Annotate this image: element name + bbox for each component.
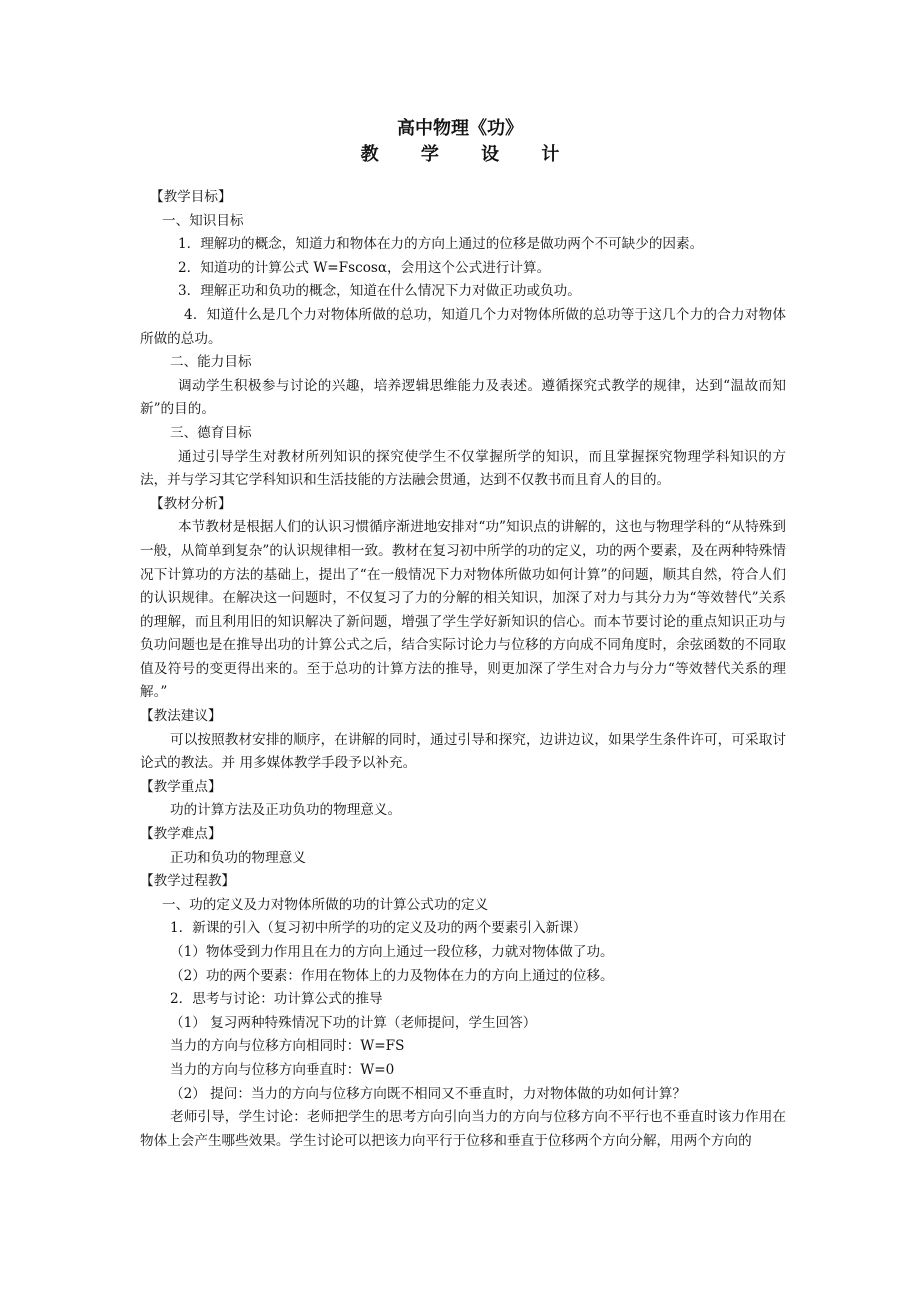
paragraph: 老师引导，学生讨论：老师把学生的思考方向引向当力的方向与位移方向不平行也不垂直时该力作用在物体上会产生哪些效果。学生讨论可以把该力向平行于位移和垂直于位移两个方向分解，用两个方向的 xyxy=(140,1109,786,1149)
paragraph: 【教学过程教】 xyxy=(140,873,236,890)
paragraph: 可以按照教材安排的顺序，在讲解的同时，通过引导和探究，边讲边议，如果学生条件许可，可采取讨论式的教法。并 用多媒体教学手段予以补充。 xyxy=(140,731,786,772)
document-title: 高中物理《功》 xyxy=(397,118,523,139)
paragraph: 通过引导学生对教材所列知识的探究使学生不仅掌握所学的知识，而且掌握探究物理学科知识的方法，并与学习其它学科知识和生活技能的方法融会贯通，达到不仅教书而且育人的目的。 xyxy=(140,448,786,489)
paragraph: （2）功的两个要素：作用在物体上的力及物体在力的方向上通过的位移。 xyxy=(170,967,614,984)
paragraph: 正功和负功的物理意义 xyxy=(170,849,306,866)
paragraph: 调动学生积极参与讨论的兴趣，培养逻辑思维能力及表述。遵循探究式教学的规律，达到“温故而知新”的目的。 xyxy=(140,377,786,418)
document-body xyxy=(140,186,786,1153)
paragraph: 二、能力目标 xyxy=(170,354,252,371)
paragraph: 当力的方向与位移方向垂直时：W=0 xyxy=(170,1061,395,1078)
paragraph: 一、功的定义及力对物体所做的功的计算公式功的定义 xyxy=(162,896,489,913)
paragraph: 【教材分析】 xyxy=(150,495,232,512)
paragraph: 三、德育目标 xyxy=(170,424,252,441)
paragraph: 【教学目标】 xyxy=(150,189,232,205)
paragraph: 3．理解正功和负功的概念，知道在什么情况下力对做正功或负功。 xyxy=(178,283,581,300)
paragraph: 【教学重点】 xyxy=(140,778,222,795)
paragraph: 【教学难点】 xyxy=(140,826,222,843)
document-subtitle: 教 学 设 计 xyxy=(360,144,578,165)
paragraph: （2） 提问：当力的方向与位移方向既不相同又不垂直时，力对物体做的功如何计算？ xyxy=(170,1085,686,1102)
paragraph: 功的计算方法及正功负功的物理意义。 xyxy=(170,802,402,819)
paragraph: 2．思考与讨论：功计算公式的推导 xyxy=(170,991,383,1008)
paragraph: 本节教材是根据人们的认识习惯循序渐进地安排对“功”知识点的讲解的，这也与物理学科的“从特殊到一般，从简单到复杂”的认识规律相一致。教材在复习初中所学的功的定义，功的两个要素，及在两种特殊情况下计算功的方法的基础上，提出了“在一般情况下力对物体所做功如何计算”的问题，顺其自然，符合人们的认识规律。在解决这一问题时，不仅复习了力的分解的相关知识，加深了对力与其分力为“等效替代”关系的理解，而且利用旧的知识解决了新问题，增强了学生学好新知识的信心。而本节要讨论的重点知识正功与负功问题也是在推导出功的计算公式之后，结合实际讨论力与位移的方向成不同角度时，余弦函数的不同取值及符号的变更得出来的。至于总功的计算方法的推导，则更加深了学生对合力与分力“等效替代关系的理解。” xyxy=(140,519,786,701)
paragraph: 1．新课的引入（复习初中所学的功的定义及功的两个要素引入新课） xyxy=(170,920,587,937)
paragraph: 【教法建议】 xyxy=(140,708,222,725)
paragraph: 当力的方向与位移方向相同时：W=FS xyxy=(170,1038,405,1055)
paragraph: 一、知识目标 xyxy=(162,212,244,229)
paragraph: （1） 复习两种特殊情况下功的计算（老师提问，学生回答） xyxy=(170,1014,537,1031)
paragraph: 1．理解功的概念，知道力和物体在力的方向上通过的位移是做功两个不可缺少的因素。 xyxy=(178,236,704,253)
paragraph: （1）物体受到力作用且在力的方向上通过一段位移，力就对物体做了功。 xyxy=(170,944,614,960)
paragraph: 2．知道功的计算公式 W=Fscosα，会用这个公式进行计算。 xyxy=(178,259,551,276)
paragraph: 4．知道什么是几个力对物体所做的总功，知道几个力对物体所做的总功等于这几个力的合力对物体所做的总功。 xyxy=(140,306,786,347)
